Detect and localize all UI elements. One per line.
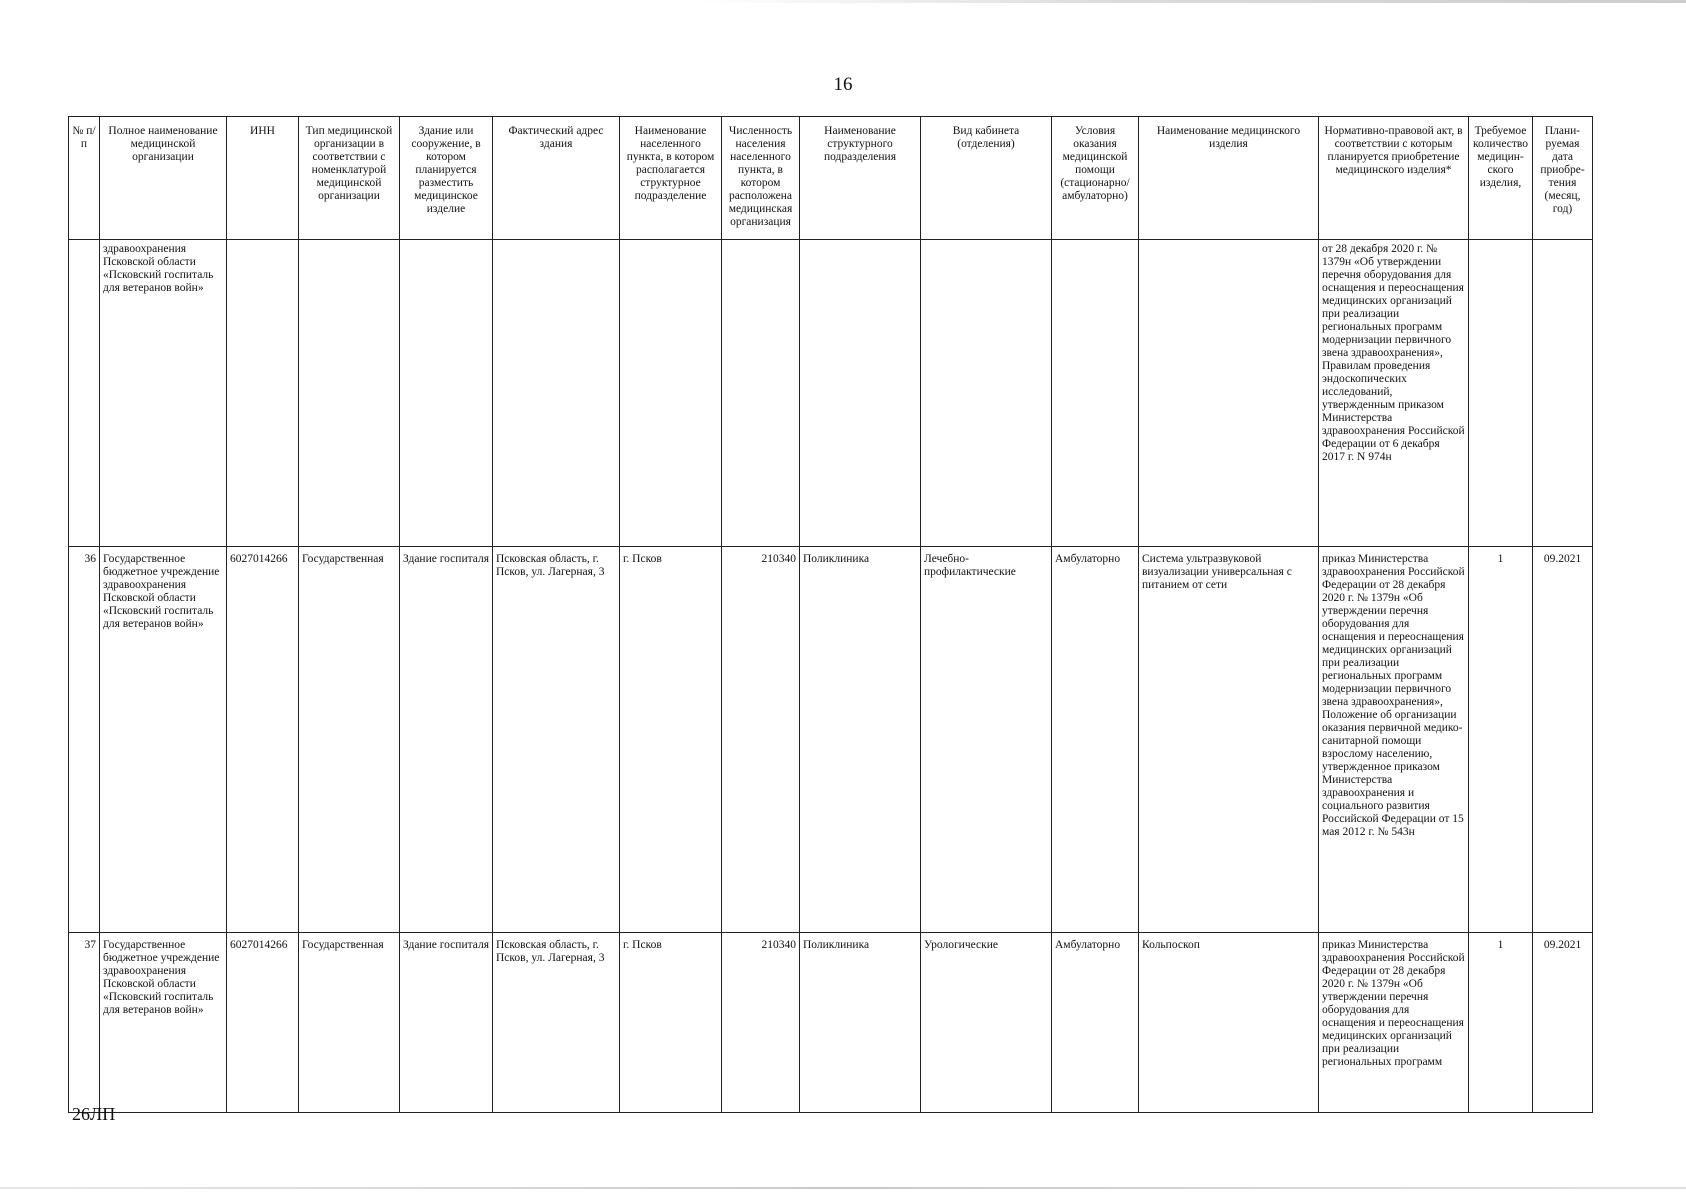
cell-device: Система ультразвуковой визуализации универсальная с питанием от сети (1139, 547, 1319, 933)
cell-organization: Государственное бюджетное учреждение здравоохранения Псковской области «Псковский госпиталь для ветеранов войн» (100, 933, 227, 1113)
cell-conditions: Амбулаторно (1052, 933, 1139, 1113)
header-cell: Условия оказания медицинской помощи (стационарно/ амбулаторно) (1052, 117, 1139, 240)
cell-date (1533, 240, 1593, 547)
cell-address (493, 240, 620, 547)
cell-subdivision: Поликлиника (800, 933, 921, 1113)
cell-legal-act: приказ Министерства здравоохранения Российской Федерации от 28 декабря 2020 г. № 1379н «Об утверждении перечня оборудования для оснащения и переоснащения медицинских организаций при реализации региональных программ модернизации первичного звена здравоохранения», Положение об организации оказания первичной медико-санитарной помощи взрослому населению, утвержденное приказом Министерства здравоохранения и социального развития Российской Федерации от 15 мая 2012 г. № 543н (1319, 547, 1469, 933)
cell-num (69, 240, 100, 547)
page-number: 16 (833, 74, 853, 95)
cell-quantity: 1 (1469, 933, 1533, 1113)
scan-artifact-top (700, 0, 1686, 3)
cell-settlement: г. Псков (620, 933, 722, 1113)
table-row-continuation (69, 240, 1593, 547)
header-cell: Вид кабинета (отделения) (921, 117, 1052, 240)
cell-legal-act: от 28 декабря 2020 г. № 1379н «Об утверждении перечня оборудования для оснащения и переоснащения медицинских организаций при реализации региональных программ модернизации первичного звена здравоохранения», Правилам проведения эндоскопических исследований, утвержденным приказом Министерства здравоохранения Российской Федерации от 6 декабря 2017 г. N 974н (1319, 240, 1469, 547)
cell-population (722, 240, 800, 547)
cell-settlement (620, 240, 722, 547)
cell-date: 09.2021 (1533, 933, 1593, 1113)
cell-population: 210340 (722, 933, 800, 1113)
cell-building: Здание госпиталя (400, 933, 493, 1113)
cell-conditions (1052, 240, 1139, 547)
table-header-row (69, 117, 1593, 240)
cell-cabinet: Лечебно-профилактические (921, 547, 1052, 933)
scan-artifact-bottom (0, 1187, 1686, 1189)
header-cell: Фактический адрес здания (493, 117, 620, 240)
header-cell: Наименование структурного подразделения (800, 117, 921, 240)
cell-device: Кольпоскоп (1139, 933, 1319, 1113)
cell-date: 09.2021 (1533, 547, 1593, 933)
table-row (69, 547, 1593, 933)
cell-quantity: 1 (1469, 547, 1533, 933)
cell-type: Государственная (299, 547, 400, 933)
header-cell: Здание или сооружение, в котором планируется разместить медицинское изделие (400, 117, 493, 240)
cell-address: Псковская область, г. Псков, ул. Лагерная, 3 (493, 933, 620, 1113)
cell-organization: Государственное бюджетное учреждение здравоохранения Псковской области «Псковский госпиталь для ветеранов войн» (100, 547, 227, 933)
cell-legal-act: приказ Министерства здравоохранения Российской Федерации от 28 декабря 2020 г. № 1379н «Об утверждении перечня оборудования для оснащения и переоснащения медицинских организаций при реализации региональных программ (1319, 933, 1469, 1113)
cell-building: Здание госпиталя (400, 547, 493, 933)
header-cell: Тип медицинской организации в соответствии с номенклатурой медицинской организации (299, 117, 400, 240)
header-cell: ИНН (227, 117, 299, 240)
cell-num: 36 (69, 547, 100, 933)
cell-inn: 6027014266 (227, 547, 299, 933)
equipment-table (68, 116, 1593, 1113)
header-cell: Полное наименование медицинской организации (100, 117, 227, 240)
cell-quantity (1469, 240, 1533, 547)
cell-subdivision: Поликлиника (800, 547, 921, 933)
header-cell: Наименование населенного пункта, в котором располагается структурное подразделение (620, 117, 722, 240)
cell-num: 37 (69, 933, 100, 1113)
cell-building (400, 240, 493, 547)
header-cell: № п/п (69, 117, 100, 240)
cell-address: Псковская область, г. Псков, ул. Лагерная, 3 (493, 547, 620, 933)
cell-organization: здравоохранения Псковской области «Псковский госпиталь для ветеранов войн» (100, 240, 227, 547)
cell-population: 210340 (722, 547, 800, 933)
cell-subdivision (800, 240, 921, 547)
header-cell: Плани-руемая дата приобре-тения (месяц, год) (1533, 117, 1593, 240)
cell-inn (227, 240, 299, 547)
header-cell: Численность населения населенного пункта, в котором расположена медицинская организация (722, 117, 800, 240)
header-cell: Наименование медицинского изделия (1139, 117, 1319, 240)
cell-cabinet: Урологические (921, 933, 1052, 1113)
cell-device (1139, 240, 1319, 547)
cell-type: Государственная (299, 933, 400, 1113)
header-cell: Нормативно-правовой акт, в соответствии с которым планируется приобретение медицинского изделия* (1319, 117, 1469, 240)
cell-inn: 6027014266 (227, 933, 299, 1113)
cell-conditions: Амбулаторно (1052, 547, 1139, 933)
cell-cabinet (921, 240, 1052, 547)
document-code: 26ЛП (72, 1104, 116, 1124)
table-row (69, 933, 1593, 1113)
cell-settlement: г. Псков (620, 547, 722, 933)
cell-type (299, 240, 400, 547)
header-cell: Требуемое количество медицин-ского изделия, (1469, 117, 1533, 240)
